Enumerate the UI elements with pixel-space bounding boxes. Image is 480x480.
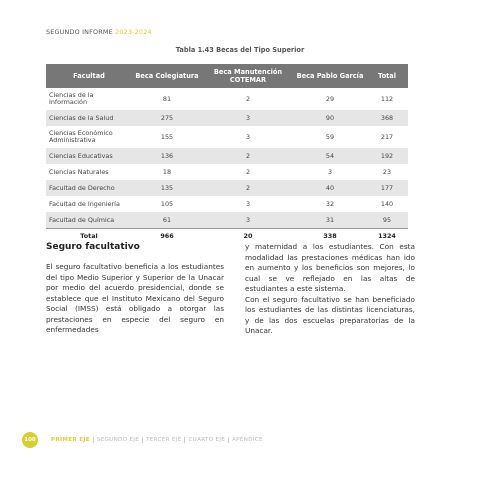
col-header-total: Total bbox=[366, 64, 408, 88]
table-row bbox=[46, 180, 408, 196]
cell-value: 32 bbox=[325, 199, 335, 208]
cell-value: 23 bbox=[382, 167, 392, 176]
table-header-row bbox=[46, 64, 408, 88]
scholarship-table bbox=[46, 64, 408, 244]
header-year: 2023-2024 bbox=[115, 28, 152, 36]
total-value: 20 bbox=[202, 229, 294, 245]
footer-nav-tercer-eje[interactable]: TERCER EJE bbox=[143, 437, 185, 443]
col-header-beca-pablo-garcia: Beca Pablo García bbox=[294, 64, 366, 88]
cell-value: 2 bbox=[245, 167, 251, 176]
cell-value: 3 bbox=[202, 110, 294, 126]
cell-value: 155 bbox=[160, 132, 174, 141]
cell-value: 105 bbox=[160, 199, 174, 208]
footer-nav-apendice[interactable]: APÉNDICE bbox=[232, 437, 263, 443]
footer-nav-primer-eje[interactable]: PRIMER EJE bbox=[48, 437, 94, 443]
cell-facultad: Ciencias de la Salud bbox=[46, 110, 132, 126]
cell-value: 3 bbox=[327, 167, 333, 176]
table-row bbox=[46, 164, 408, 180]
cell-value: 29 bbox=[325, 94, 335, 103]
total-value: 966 bbox=[132, 229, 202, 245]
cell-facultad: Ciencias Educativas bbox=[46, 148, 132, 164]
section-title: Seguro facultativo bbox=[46, 242, 140, 252]
cell-facultad: Facultad de Derecho bbox=[46, 180, 132, 196]
cell-value: 135 bbox=[132, 180, 202, 196]
col-header-beca-manutencion: Beca Manutención COTEMAR bbox=[202, 64, 294, 88]
cell-value: 217 bbox=[380, 132, 394, 141]
col-header-beca-colegiatura: Beca Colegiatura bbox=[132, 64, 202, 88]
footer-nav-cuarto-eje[interactable]: CUARTO EJE bbox=[185, 437, 229, 443]
footer-nav-segundo-eje[interactable]: SEGUNDO EJE bbox=[94, 437, 143, 443]
cell-value: 368 bbox=[366, 110, 408, 126]
total-label: Total bbox=[46, 229, 132, 245]
cell-value: 3 bbox=[245, 199, 251, 208]
total-value: 1324 bbox=[366, 229, 408, 245]
cell-value: 192 bbox=[366, 148, 408, 164]
table-row bbox=[46, 196, 408, 212]
col-header-facultad: Facultad bbox=[46, 64, 132, 88]
cell-value: 81 bbox=[162, 94, 172, 103]
body-text-right bbox=[245, 242, 415, 337]
cell-facultad: Facultad de Ingeniería bbox=[49, 199, 120, 208]
cell-value: 3 bbox=[245, 132, 251, 141]
cell-value: 177 bbox=[366, 180, 408, 196]
cell-value: 136 bbox=[132, 148, 202, 164]
footer-nav bbox=[48, 437, 266, 443]
header-prefix: SEGUNDO INFORME bbox=[46, 28, 113, 36]
running-header bbox=[46, 28, 152, 36]
cell-value: 2 bbox=[245, 94, 251, 103]
cell-value: 95 bbox=[366, 212, 408, 229]
table-row bbox=[46, 148, 408, 164]
cell-value: 140 bbox=[380, 199, 394, 208]
cell-facultad: Ciencias de la Información bbox=[49, 91, 94, 106]
cell-value: 31 bbox=[294, 212, 366, 229]
body-text-left: El seguro facultativo beneficia a los estudiantes del tipo Medio Superior y Superior de la Unacar por medio del acuerdo presidencial, donde se establece que el Instituto Mexicano del Seguro Social (IMSS) está obligado a otorgar las prestaciones en especie del seguro en enfermedades bbox=[46, 262, 224, 334]
table-row bbox=[46, 126, 408, 148]
total-value: 338 bbox=[294, 229, 366, 245]
cell-value: 40 bbox=[294, 180, 366, 196]
body-paragraph: Con el seguro facultativo se han beneficiado los estudiantes de las distintas licenciaturas, y de las dos escuelas preparatorias de la Unacar. bbox=[245, 294, 415, 335]
cell-value: 59 bbox=[325, 132, 335, 141]
page-number: 100 bbox=[22, 432, 38, 448]
cell-value: 54 bbox=[294, 148, 366, 164]
table-caption: Tabla 1.43 Becas del Tipo Superior bbox=[175, 46, 305, 54]
cell-value: 2 bbox=[202, 180, 294, 196]
page-footer bbox=[22, 432, 266, 448]
cell-value: 18 bbox=[162, 167, 172, 176]
cell-value: 90 bbox=[294, 110, 366, 126]
cell-value: 61 bbox=[132, 212, 202, 229]
cell-facultad: Ciencias Económico Administrativa bbox=[49, 129, 113, 144]
cell-facultad: Facultad de Química bbox=[46, 212, 132, 229]
table-row bbox=[46, 88, 408, 110]
cell-value: 3 bbox=[202, 212, 294, 229]
table-row bbox=[46, 110, 408, 126]
body-paragraph: y maternidad a los estudiantes. Con esta modalidad las prestaciones médicas han ido en aumento y los beneficios son mejores, lo cual se ve reflejado en las altas de estudiantes a este sistema. bbox=[245, 242, 415, 293]
cell-value: 112 bbox=[380, 94, 394, 103]
cell-value: 2 bbox=[202, 148, 294, 164]
table-row bbox=[46, 212, 408, 229]
cell-value: 275 bbox=[132, 110, 202, 126]
cell-facultad: Ciencias Naturales bbox=[49, 167, 109, 176]
